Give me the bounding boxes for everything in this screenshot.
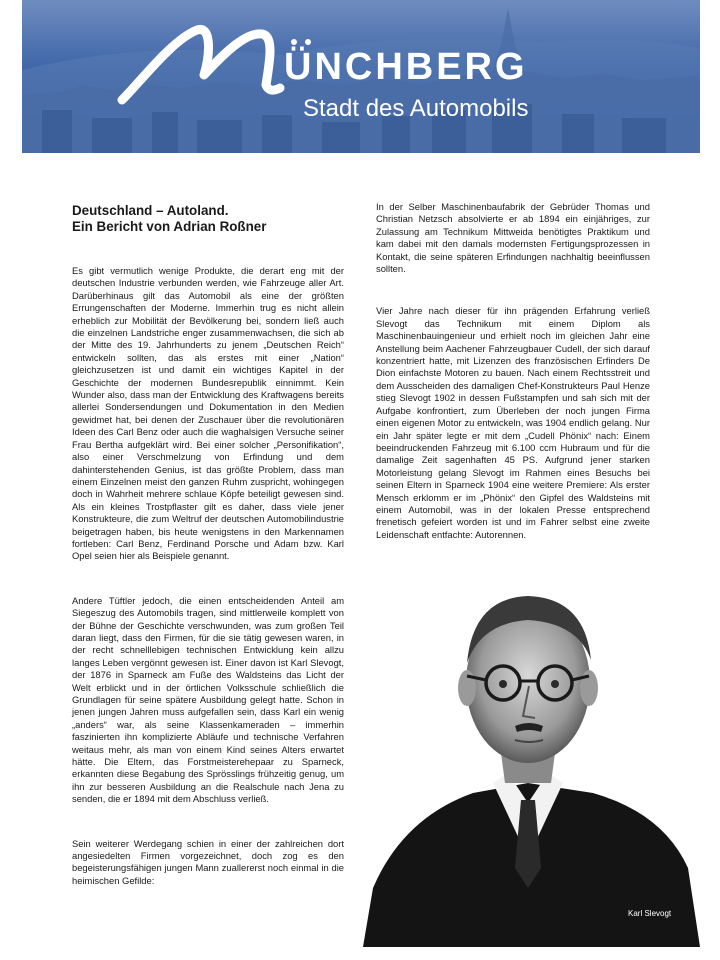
logo-subtitle: Stadt des Automobils: [303, 95, 529, 122]
article-heading: [72, 203, 344, 235]
article-column-right: [376, 201, 650, 571]
paragraph: Es gibt vermutlich wenige Produkte, die derart eng mit der deutschen Industrie verbunden werden, wie Fahrzeuge aller Art. Darüberhinaus gilt das Automobil als eine der größten Errungenschaften der Moderne. Immerhin trug es nicht allein erheblich zur Mobilität der Bevölkerung bei, sondern ließ auch die einzelnen Landstriche enger zusammenwachsen, die sich ab der Mitte des 19. Jahrhunderts zu jenem „Deutschen Reich“ entwickeln sollten, das als erstes mit einer „Nation“ gleichzusetzen ist und damit ein wichtiges Kapitel in der Geschichte der modernen Bundesrepublik einnimmt. Kein Wunder also, dass man der Entwicklung des Kraftwagens bereits allerlei Sondersendungen und Dokumentation in den Medien gewidmet hat, bei denen der Zuschauer über die revolutionären Ideen des Carl Benz oder auch die waghalsigen Versuche seiner Frau Bertha aufgeklärt wird. Bei einer solcher „Personifikation“, also einer Verschmelzung von Erfindung und dem dahinterstehenden Genius, ist das größte Problem, dass man einem Einzelnen meist den ganzen Ruhm zuspricht, wohingegen doch in Wahrheit mehrere schlaue Köpfe beteiligt gewesen sind. Als ein kleines Trostpflaster gilt es daher, dass viele jener Konstrukteure, die zum Weltruf der deutschen Automobilindustrie beigetragen haben, bis heute wenigstens in den Markennamen fortleben: Carl Benz, Ferdinand Porsche und Adam bzw. Karl Opel seien hier als Beispiele genannt.: [72, 265, 344, 562]
article-column-left: [72, 203, 344, 919]
logo-title: ÜNCHBERG: [284, 46, 528, 88]
photo-caption: Karl Slevogt: [628, 909, 672, 918]
paragraph: In der Selber Maschinenbaufabrik der Gebrüder Thomas und Christian Netzsch absolvierte er ab 1894 ein einjähriges, zur Zulassung am Technikum Mittweida benötigtes Praktikum und kam dabei mit den damals modernsten Fertigungsprozessen in Kontakt, die seine späteren Erfindungen nachhaltig beeinflussen sollten.: [376, 201, 650, 275]
paragraph: Andere Tüftler jedoch, die einen entscheidenden Anteil am Siegeszug des Automobils tragen, sind mittlerweile komplett von der Bühne der Geschichte verschwunden, was zum großen Teil daran liegt, dass den Firmen, für die sie tätig gewesen waren, in der recht schnelllebigen technischen Entwicklung kein allzu langes Leben vergönnt gewesen ist. Einer davon ist Karl Slevogt, der 1876 in Sparneck am Fuße des Waldsteins das Licht der Welt erblickt und in der örtlichen Volksschule schließlich die Grundlagen für seine spätere Ausbildung gelegt hatte. Schon in jenen jungen Jahren muss aufgefallen sein, dass Karl ein wenig „anders“ war, als seine Klassenkameraden – immerhin faszinierten ihn komplizierte Abläufe und technische Verfahren weitaus mehr, als man von einem Kind seines Alters erwartet hätte. Die Eltern, das Forstmeisterehepaar zu Sparneck, erkannten diese Begabung des Sprösslings frühzeitig genug, um ihn zur besseren Ausbildung an die Realschule nach Jena zu senden, die er 1894 mit dem Abschluss verließ.: [72, 594, 344, 805]
paragraph: Vier Jahre nach dieser für ihn prägenden Erfahrung verließ Slevogt das Technikum mit einem Diplom als Maschinenbauingenieur und erhielt noch im gleichen Jahr eine Anstellung beim Aachener Fahrzeugbauer Cudell, der sich darauf konzentriert hatte, mit Lizenzen des französischen Erfinders De Dion einfachste Motoren zu bauen. Nach einem Rechtsstreit und dem Ausscheiden des damaligen Chef-Konstrukteurs Paul Henze stieg Slevogt 1902 in dessen Fußstampfen und sah sich mit der Aufgabe konfrontiert, zum Überleben der noch jungen Firma einen eigenen Motor zu entwickeln, was 1904 endlich gelang. Nur ein Jahr später legte er mit dem „Cudell Phönix“ nach: Einem beeindruckenden Fahrzeug mit 6.100 ccm Hubraum und für die damalige Zeit sagenhaften 45 PS. Aufgrund jener starken Motorleistung gelang Slevogt im Rahmen eines Besuchs bei seinen Eltern in Sparneck 1904 eine weitere Premiere: Als erster Mensch erklomm er im „Phönix“ den Gipfel des Waldsteins mit einem Automobil, was in der lokalen Presse entsprechend frenetisch gefeiert worden ist und im Fahrer selbst eine zweite Leidenschaft entfachte: Autorennen.: [376, 305, 650, 540]
paragraph: Sein weiterer Werdegang schien in einer der zahlreichen dort angesiedelten Firmen vorgezeichnet, doch zog es den begeisterungsfähigen jungen Mann zuallererst noch einmal in die heimischen Gefilde:: [72, 837, 344, 886]
heading-line-2: Ein Bericht von Adrian Roßner: [72, 219, 267, 234]
portrait-photo: [363, 568, 700, 947]
header-banner: [22, 0, 700, 153]
portrait-illustration: [363, 568, 700, 947]
heading-line-1: Deutschland – Autoland.: [72, 203, 229, 218]
